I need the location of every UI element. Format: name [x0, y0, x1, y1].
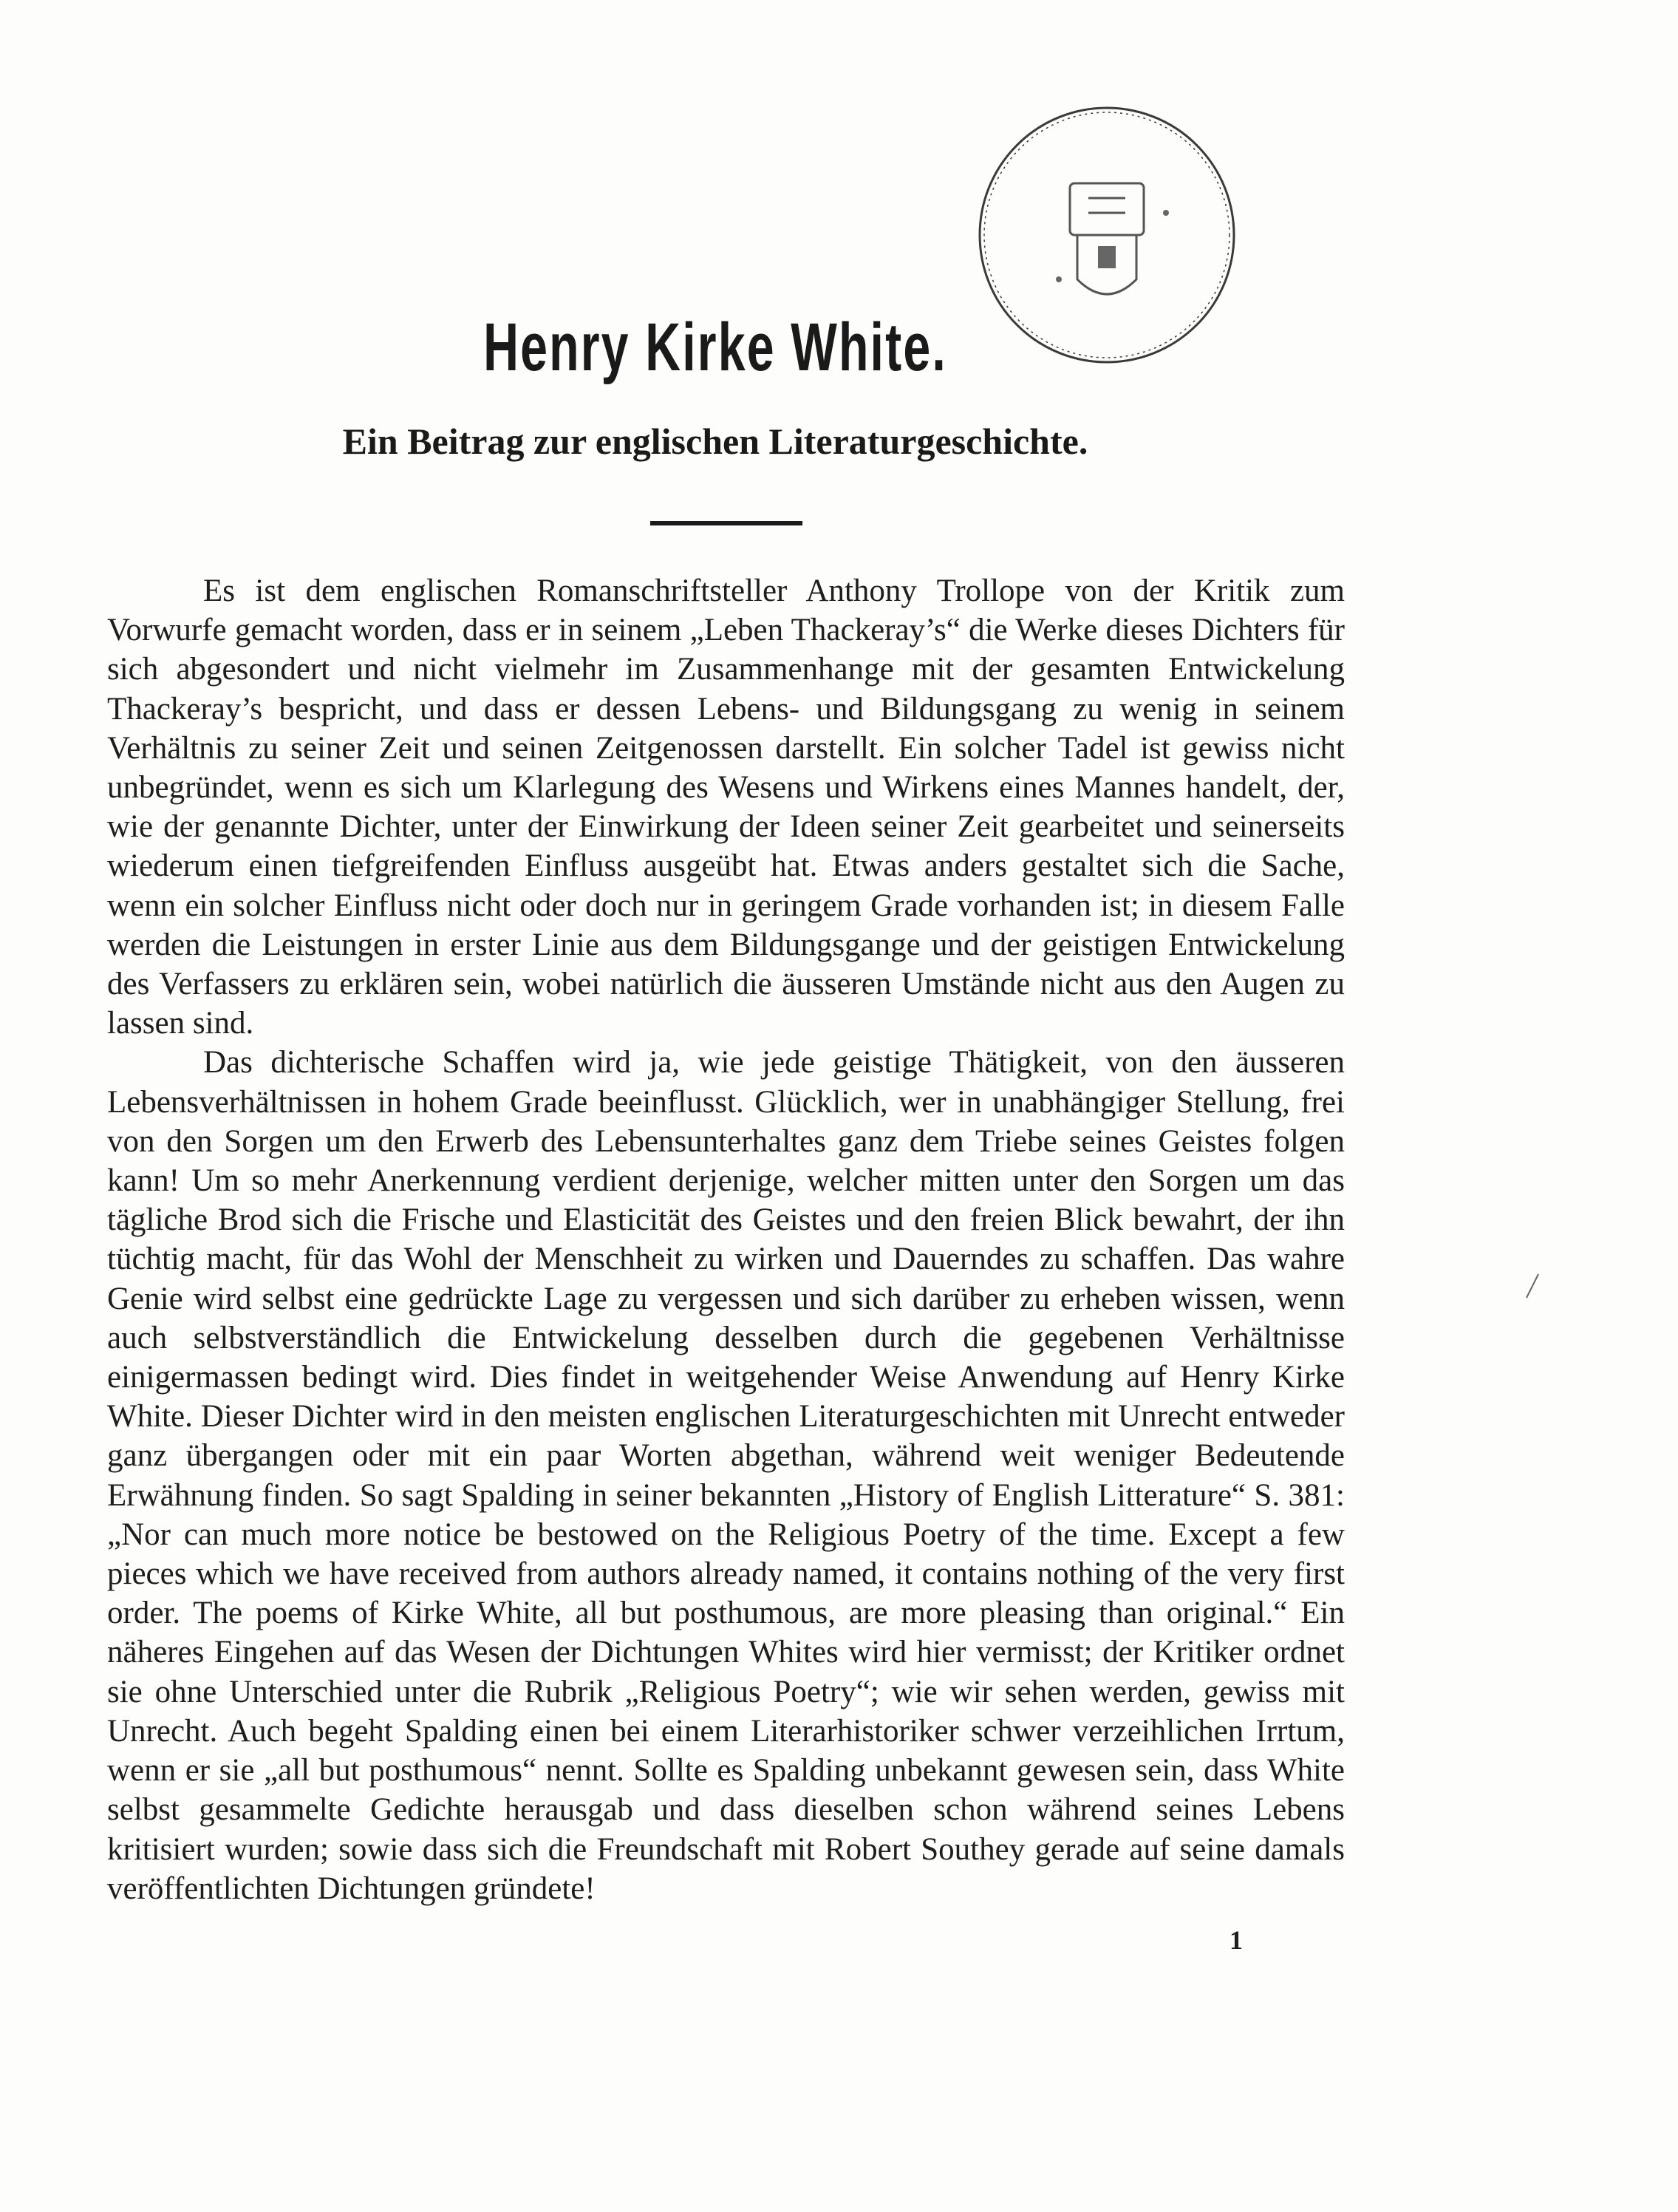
document-title: Henry Kirke White.: [483, 310, 947, 385]
pencil-mark-icon: [1524, 1273, 1541, 1299]
paragraph: Das dichterische Schaffen wird ja, wie jede geistige Thätigkeit, von den äusseren Lebensverhältnissen in hohem Grade beeinflusst. Glücklich, wer in unabhängiger Stellung, frei von den Sorgen um den Erwerb des Lebensunterhaltes ganz dem Triebe seines Geistes folgen kann! Um so mehr Anerkennung verdient derjenige, welcher mitten unter den Sorgen um das tägliche Brod sich die Frische und Elasticität des Geistes und den freien Blick bewahrt, der ihn tüchtig macht, für das Wohl der Menschheit zu wirken und Dauerndes zu schaffen. Das wahre Genie wird selbst eine gedrückte Lage zu vergessen und sich darüber zu erheben wissen, wenn auch selbstverständlich die Entwickelung desselben durch die gegebenen Verhältnisse einigermassen bedingt wird. Dies findet in weitgehender Weise Anwendung auf Henry Kirke White. Dieser Dichter wird in den meisten englischen Literaturgeschichten mit Unrecht entweder ganz übergangen oder mit ein paar Worten abgethan, während weit weniger Bedeutende Erwähnung finden. So sagt Spalding in seiner bekannten „History of English Litterature“ S. 381: „Nor can much more notice be bestowed on the Religious Poetry of the time. Except a few pieces which we have received from authors already named, it contains nothing of the very first order. The poems of Kirke White, all but posthumous, are more pleasing than original.“ Ein näheres Eingehen auf das Wesen der Dichtungen Whites wird hier vermisst; der Kritiker ordnet sie ohne Unterschied unter die Rubrik „Religious Poetry“; wie wir sehen werden, gewiss mit Unrecht. Auch begeht Spalding einen bei einem Literarhistoriker schwer verzeihlichen Irrtum, wenn er sie „all but posthumous“ nennt. Sollte es Spalding unbekannt gewesen sein, dass White selbst gesammelte Gedichte herausgab und dass dieselben schon während seines Lebens kritisiert wurden; sowie dass sich die Freundschaft mit Robert Southey gerade auf seine damals veröffentlichten Dichtungen gründete!: [107, 1045, 1345, 1906]
title-divider: [650, 521, 802, 525]
document-subtitle: Ein Beitrag zur englischen Literaturgeschichte.: [342, 421, 1088, 462]
body-text: [107, 571, 1345, 1908]
page-number: 1: [1229, 1925, 1243, 1955]
paragraph: Es ist dem englischen Romanschriftsteller Anthony Trollope von der Kritik zum Vorwurfe gemacht worden, dass er in seinem „Leben Thackeray’s“ die Werke dieses Dichters für sich abgesondert und nicht vielmehr im Zusammenhange mit der gesamten Entwickelung Thackeray’s bespricht, und dass er dessen Lebens- und Bildungsgang zu wenig in seinem Verhältnis zu seiner Zeit und seinen Zeitgenossen darstellt. Ein solcher Tadel ist gewiss nicht unbegründet, wenn es sich um Klarlegung des Wesens und Wirkens eines Mannes handelt, der, wie der genannte Dichter, unter der Einwirkung der Ideen seiner Zeit gearbeitet und seinerseits wiederum einen tiefgreifenden Einfluss ausgeübt hat. Etwas anders gestaltet sich die Sache, wenn ein solcher Einfluss nicht oder doch nur in geringem Grade vorhanden ist; in diesem Falle werden die Leistungen in erster Linie aus dem Bildungsgange und der geistigen Entwickelung des Verfassers zu erklären sein, wobei natürlich die äusseren Umstände nicht aus den Augen zu lassen sind.: [107, 574, 1345, 1041]
